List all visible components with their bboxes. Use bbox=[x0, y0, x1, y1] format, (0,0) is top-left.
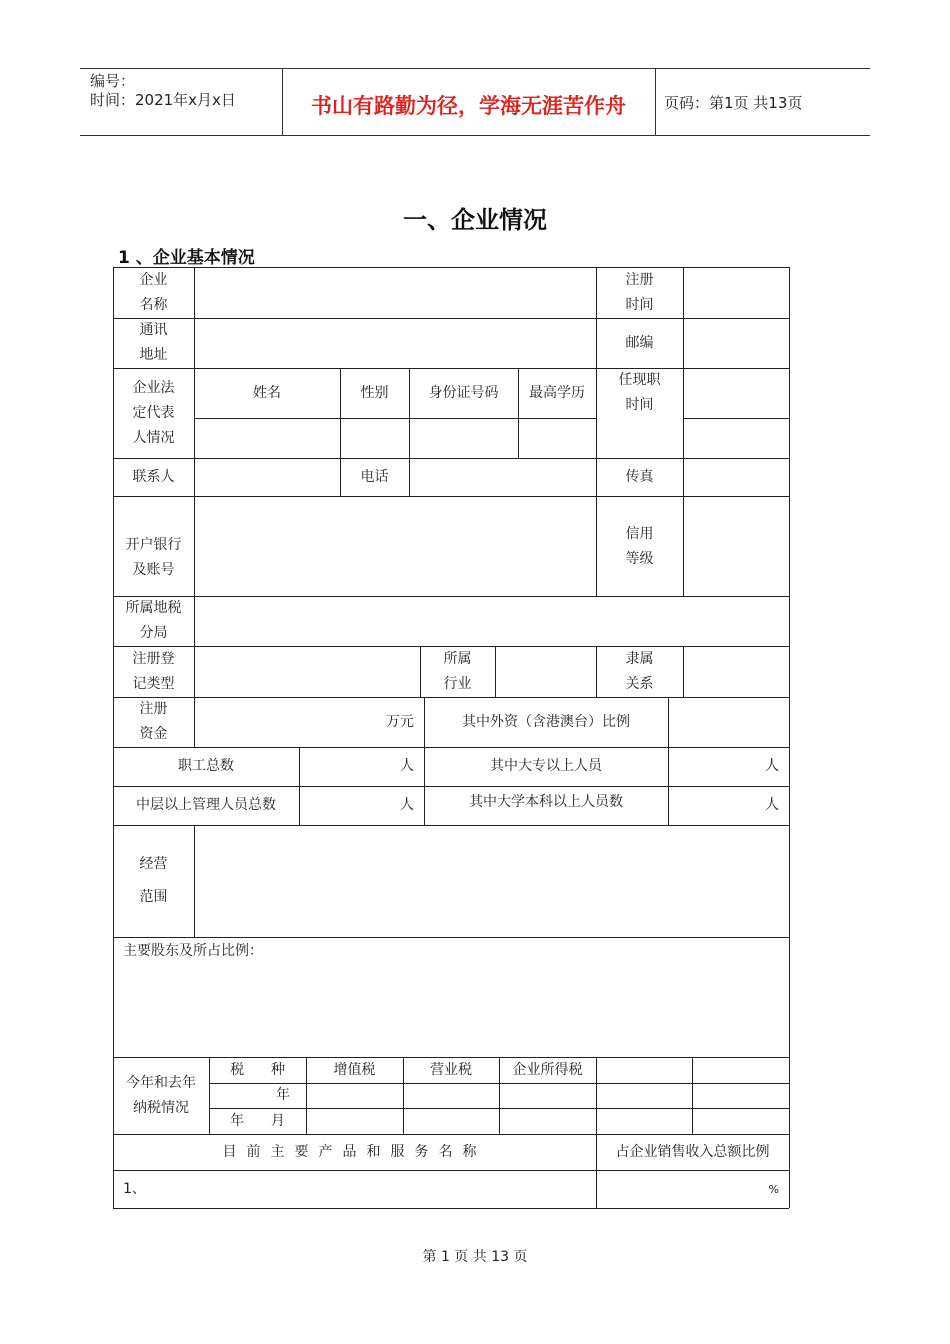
address-field[interactable] bbox=[194, 318, 596, 368]
bachelor-staff-field[interactable] bbox=[668, 786, 789, 825]
shareholders-field[interactable]: 主要股东及所占比例： bbox=[123, 943, 263, 959]
rep-id-header: 身份证号码 bbox=[428, 384, 499, 401]
company-name-label: 企业 名称 bbox=[139, 271, 168, 313]
business-scope-field[interactable] bbox=[194, 825, 789, 937]
foreign-ratio-field[interactable] bbox=[668, 697, 789, 747]
grid-line bbox=[113, 1208, 789, 1209]
tax-cell[interactable] bbox=[403, 1083, 499, 1108]
college-staff-label: 其中大专以上人员 bbox=[490, 758, 602, 774]
college-staff-field[interactable] bbox=[668, 747, 789, 786]
contact-field[interactable] bbox=[194, 458, 340, 496]
rep-tenure-label: 任现职 时间 bbox=[618, 372, 661, 413]
income-tax-header: 企业所得税 bbox=[512, 1061, 583, 1078]
business-tax-header: 营业税 bbox=[430, 1061, 472, 1078]
rep-gender-field[interactable] bbox=[340, 418, 409, 458]
rep-education-field[interactable] bbox=[518, 418, 596, 458]
bachelor-staff-label: 其中大学本科以上人员数 bbox=[469, 794, 623, 810]
rep-name-field[interactable] bbox=[194, 418, 340, 458]
person-unit: 人 bbox=[400, 797, 414, 813]
capital-label: 注册 资金 bbox=[139, 701, 168, 742]
fax-field[interactable] bbox=[683, 458, 789, 496]
capital-field[interactable] bbox=[194, 697, 424, 747]
tax-cell[interactable] bbox=[596, 1083, 692, 1108]
contact-label: 联系人 bbox=[132, 468, 175, 485]
tax-cell[interactable] bbox=[403, 1108, 499, 1134]
industry-label: 所属 行业 bbox=[443, 650, 472, 692]
reg-time-field[interactable] bbox=[683, 267, 789, 318]
page-title: 一、企业情况 bbox=[403, 206, 547, 234]
credit-label: 信用 等级 bbox=[625, 526, 654, 567]
affiliation-field[interactable] bbox=[683, 646, 789, 697]
legal-rep-label: 企业法 定代表 人情况 bbox=[132, 379, 175, 446]
address-label: 通讯 地址 bbox=[139, 322, 168, 363]
reg-type-label: 注册登 记类型 bbox=[132, 650, 175, 692]
bank-label: 开户银行 及账号 bbox=[125, 537, 182, 578]
industry-field[interactable] bbox=[495, 646, 596, 697]
company-name-field[interactable] bbox=[194, 267, 596, 318]
credit-field[interactable] bbox=[683, 496, 789, 596]
tax-cell[interactable] bbox=[499, 1083, 596, 1108]
business-scope-label: 经营 范围 bbox=[139, 856, 168, 905]
rep-gender-header: 性别 bbox=[360, 384, 389, 401]
rep-tenure-field[interactable] bbox=[683, 368, 789, 418]
reg-type-field[interactable] bbox=[194, 646, 420, 697]
doc-time-label: 时间：2021年x月x日 bbox=[90, 91, 236, 109]
foreign-ratio-label: 其中外资（含港澳台）比例 bbox=[462, 713, 630, 730]
section-title: 1 、企业基本情况 bbox=[118, 248, 255, 268]
bank-field[interactable] bbox=[194, 496, 596, 596]
doc-number-label: 编号： bbox=[90, 72, 136, 90]
rep-id-field[interactable] bbox=[409, 418, 518, 458]
products-header: 目前主要产品和服务名称 bbox=[222, 1143, 487, 1160]
tax-year-month-label: 年 月 bbox=[230, 1112, 285, 1129]
tax-year-label: 年 bbox=[276, 1087, 290, 1103]
person-unit: 人 bbox=[765, 758, 779, 774]
person-unit: 人 bbox=[765, 797, 779, 813]
managers-field[interactable] bbox=[299, 786, 424, 825]
rep-name-header: 姓名 bbox=[253, 384, 281, 401]
phone-label: 电话 bbox=[360, 468, 389, 485]
sales-ratio-header: 占企业销售收入总额比例 bbox=[615, 1143, 770, 1160]
tax-cell[interactable] bbox=[499, 1108, 596, 1134]
tax-status-label: 今年和去年 纳税情况 bbox=[126, 1074, 196, 1116]
tax-bureau-label: 所属地税 分局 bbox=[125, 600, 182, 641]
header-motto: 书山有路勤为径，学海无涯苦作舟 bbox=[311, 94, 626, 118]
tax-cell[interactable] bbox=[306, 1108, 403, 1134]
staff-total-label: 职工总数 bbox=[178, 758, 234, 774]
tax-cell[interactable] bbox=[596, 1108, 692, 1134]
tax-bureau-field[interactable] bbox=[194, 596, 789, 646]
postcode-field[interactable] bbox=[683, 318, 789, 368]
header-divider bbox=[655, 68, 656, 135]
affiliation-label: 隶属 关系 bbox=[625, 650, 654, 692]
page-indicator: 页码：第1页 共13页 bbox=[664, 94, 803, 112]
phone-field[interactable] bbox=[409, 458, 596, 496]
grid-line bbox=[683, 418, 789, 419]
vat-header: 增值税 bbox=[333, 1061, 376, 1078]
reg-time-label: 注册 时间 bbox=[625, 271, 654, 313]
capital-unit: 万元 bbox=[386, 713, 414, 730]
fax-label: 传真 bbox=[625, 468, 654, 485]
tax-type-header: 税 种 bbox=[230, 1061, 285, 1078]
page-footer: 第 1 页 共 13 页 bbox=[422, 1249, 528, 1265]
managers-label: 中层以上管理人员总数 bbox=[136, 797, 276, 813]
grid-line bbox=[789, 267, 790, 1208]
person-unit: 人 bbox=[400, 758, 414, 774]
product-row-1-ratio[interactable]: % bbox=[768, 1182, 779, 1196]
postcode-label: 邮编 bbox=[625, 334, 654, 351]
tax-cell[interactable] bbox=[692, 1083, 789, 1108]
tax-cell[interactable] bbox=[692, 1108, 789, 1134]
rep-education-header: 最高学历 bbox=[529, 384, 585, 401]
product-row-1[interactable]: 1、 bbox=[123, 1180, 146, 1197]
tax-cell[interactable] bbox=[306, 1083, 403, 1108]
staff-total-field[interactable] bbox=[299, 747, 424, 786]
header-top-rule bbox=[80, 68, 870, 69]
header-bottom-rule bbox=[80, 135, 870, 136]
